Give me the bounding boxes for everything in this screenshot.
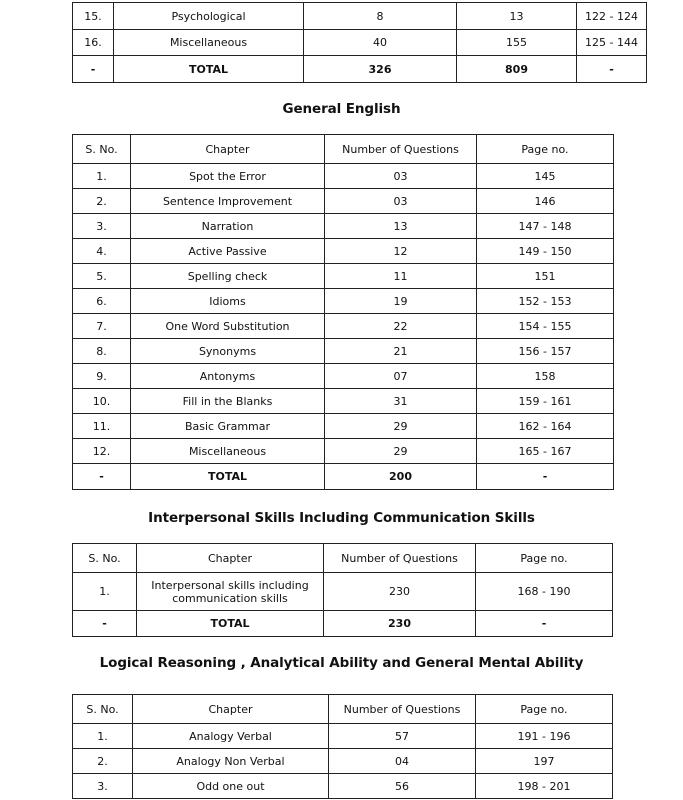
cell-chapter: Sentence Improvement [131,189,325,214]
cell-page: 154 - 155 [477,314,614,339]
section-title-logical-reasoning: Logical Reasoning , Analytical Ability and General Mental Ability [99,655,584,671]
cell-questions: 11 [325,264,477,289]
cell-chapter: Miscellaneous [114,30,304,56]
cell-sno: 16. [73,30,114,56]
cell-chapter: Analogy Verbal [133,724,329,749]
header-row [73,135,614,164]
cell-sno: 8. [73,339,131,364]
cell-page: 146 [477,189,614,214]
cell-page: 158 [477,364,614,389]
cell-questions: 22 [325,314,477,339]
header-questions: Number of Questions [324,544,476,573]
table-row [73,414,614,439]
cell-sno: 2. [73,189,131,214]
cell-chapter: Active Passive [131,239,325,264]
cell-count-b: 13 [457,3,577,30]
table-row [73,774,613,799]
cell-sno: 15. [73,3,114,30]
table-row [73,264,614,289]
cell-sno: 6. [73,289,131,314]
total-row [73,56,647,83]
cell-page: 165 - 167 [477,439,614,464]
cell-sno: 10. [73,389,131,414]
cell-page: 147 - 148 [477,214,614,239]
cell-page: 152 - 153 [477,289,614,314]
cell-questions: 07 [325,364,477,389]
header-chapter: Chapter [137,544,324,573]
cell-chapter: TOTAL [131,464,325,490]
cell-count-b: 155 [457,30,577,56]
cell-chapter: Miscellaneous [131,439,325,464]
cell-page: 151 [477,264,614,289]
cell-sno: 12. [73,439,131,464]
cell-questions: 21 [325,339,477,364]
cell-sno: 2. [73,749,133,774]
header-chapter: Chapter [133,695,329,724]
table-row [73,439,614,464]
cell-chapter: Antonyms [131,364,325,389]
cell-chapter: TOTAL [114,56,304,83]
cell-chapter: One Word Substitution [131,314,325,339]
table-row [73,724,613,749]
cell-page: 198 - 201 [476,774,613,799]
cell-chapter: Narration [131,214,325,239]
cell-sno: 3. [73,214,131,239]
table-row [73,3,647,30]
cell-questions: 230 [324,611,476,637]
cell-sno: 3. [73,774,133,799]
table-row [73,314,614,339]
cell-chapter: Fill in the Blanks [131,389,325,414]
cell-questions: 04 [329,749,476,774]
table-row [73,214,614,239]
header-sno: S. No. [73,135,131,164]
cell-chapter: Synonyms [131,339,325,364]
table-row [73,389,614,414]
cell-chapter: Spelling check [131,264,325,289]
table-row [73,364,614,389]
cell-page: - [476,611,613,637]
section-title-interpersonal: Interpersonal Skills Including Communication Skills [148,510,535,526]
cell-questions: 29 [325,414,477,439]
cell-chapter: Spot the Error [131,164,325,189]
cell-page: 168 - 190 [476,573,613,611]
cell-sno: - [73,611,137,637]
cell-questions: 19 [325,289,477,314]
cell-page: 159 - 161 [477,389,614,414]
cell-chapter: Interpersonal skills including communication skills [137,573,324,611]
cell-questions: 03 [325,164,477,189]
cell-sno: - [73,464,131,490]
total-row [73,611,613,637]
general-english-table [72,134,614,490]
cell-page: 162 - 164 [477,414,614,439]
cell-questions: 57 [329,724,476,749]
cell-chapter: Odd one out [133,774,329,799]
table-row [73,189,614,214]
cell-questions: 56 [329,774,476,799]
cell-chapter: Basic Grammar [131,414,325,439]
cell-count-a: 8 [304,3,457,30]
cell-chapter: TOTAL [137,611,324,637]
cell-questions: 31 [325,389,477,414]
table-row [73,239,614,264]
section-title-general-english: General English [282,101,401,117]
cell-page: 191 - 196 [476,724,613,749]
header-sno: S. No. [73,695,133,724]
cell-page: 197 [476,749,613,774]
top-table [72,2,647,83]
cell-count-b: 809 [457,56,577,83]
cell-sno: 9. [73,364,131,389]
cell-sno: - [73,56,114,83]
table-row [73,164,614,189]
cell-questions: 03 [325,189,477,214]
cell-page: 122 - 124 [577,3,647,30]
cell-chapter: Idioms [131,289,325,314]
header-questions: Number of Questions [329,695,476,724]
total-row [73,464,614,490]
header-page: Page no. [477,135,614,164]
header-row [73,544,613,573]
cell-questions: 29 [325,439,477,464]
header-questions: Number of Questions [325,135,477,164]
cell-sno: 1. [73,164,131,189]
cell-chapter: Analogy Non Verbal [133,749,329,774]
cell-count-a: 40 [304,30,457,56]
table-row [73,749,613,774]
logical-table [72,694,613,799]
cell-questions: 12 [325,239,477,264]
cell-chapter: Psychological [114,3,304,30]
cell-sno: 11. [73,414,131,439]
header-sno: S. No. [73,544,137,573]
cell-page: - [577,56,647,83]
cell-sno: 1. [73,724,133,749]
header-page: Page no. [476,544,613,573]
header-chapter: Chapter [131,135,325,164]
cell-sno: 1. [73,573,137,611]
cell-questions: 13 [325,214,477,239]
cell-page: 125 - 144 [577,30,647,56]
cell-page: 156 - 157 [477,339,614,364]
cell-sno: 4. [73,239,131,264]
table-row [73,573,613,611]
cell-count-a: 326 [304,56,457,83]
table-row [73,339,614,364]
cell-page: 145 [477,164,614,189]
cell-questions: 230 [324,573,476,611]
cell-questions: 200 [325,464,477,490]
cell-sno: 7. [73,314,131,339]
cell-sno: 5. [73,264,131,289]
cell-page: 149 - 150 [477,239,614,264]
header-page: Page no. [476,695,613,724]
cell-page: - [477,464,614,490]
interpersonal-table [72,543,613,637]
table-row [73,30,647,56]
header-row [73,695,613,724]
table-row [73,289,614,314]
